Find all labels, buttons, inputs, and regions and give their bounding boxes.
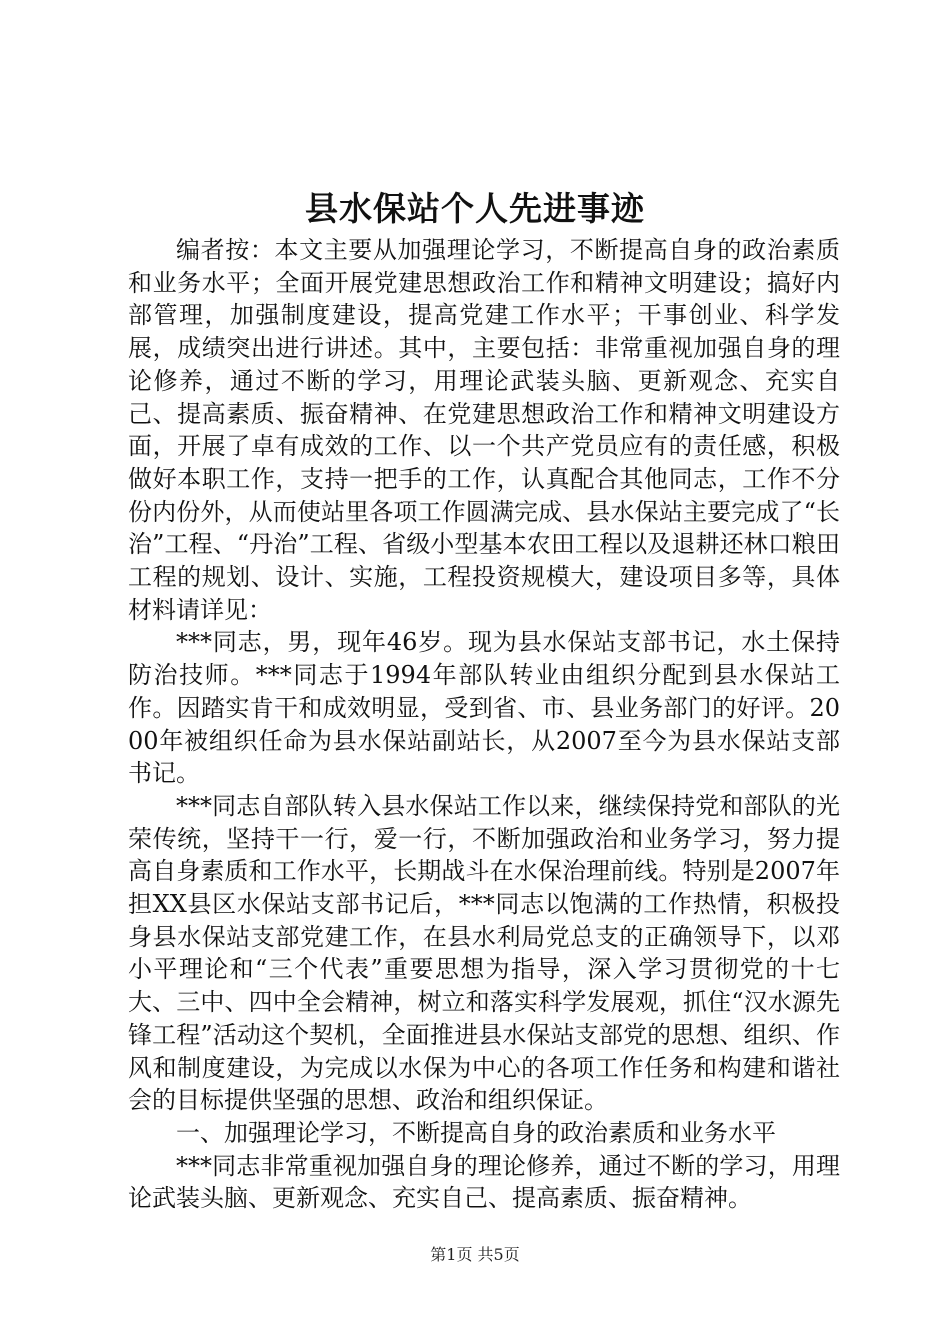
profile-paragraph: ***同志，男，现年46岁。现为县水保站支部书记，水土保持防治技师。***同志于1994年部队转业由组织分配到县水保站工作。因踏实肯干和成效明显，受到省、市、县业务部门的好评。2000年被组织任命为县水保站副站长，从2007至今为县水保站支部书记。	[128, 628, 840, 788]
section-heading: 一、加强理论学习，不断提高自身的政治素质和业务水平	[176, 1118, 776, 1147]
page-number-footer: 第1页 共5页	[430, 1245, 520, 1264]
section-paragraph: ***同志非常重视加强自身的理论修养，通过不断的学习，用理论武装头脑、更新观念、充实自己、提高素质、振奋精神。	[128, 1151, 840, 1213]
career-paragraph: ***同志自部队转入县水保站工作以来，继续保持党和部队的光荣传统，坚持干一行，爱一行，不断加强政治和业务学习，努力提高自身素质和工作水平，长期战斗在水保治理前线。特别是2007年担XX县区水保站支部书记后，***同志以饱满的工作热情，积极投身县水保站支部党建工作，在县水利局党总支的正确领导下，以邓小平理论和“三个代表”重要思想为指导，深入学习贯彻党的十七大、三中、四中全会精神，树立和落实科学发展观，抓住“汉水源先锋工程”活动这个契机，全面推进县水保站支部党的思想、组织、作风和制度建设，为完成以水保为中心的各项工作任务和构建和谐社会的目标提供坚强的思想、政治和组织保证。	[128, 791, 840, 1115]
document-body	[128, 234, 840, 1215]
document-title: 县水保站个人先进事迹	[305, 189, 645, 228]
editor-note-paragraph: 编者按：本文主要从加强理论学习，不断提高自身的政治素质和业务水平；全面开展党建思想政治工作和精神文明建设；搞好内部管理，加强制度建设，提高党建工作水平；干事创业、科学发展，成绩突出进行讲述。其中，主要包括：非常重视加强自身的理论修养，通过不断的学习，用理论武装头脑、更新观念、充实自己、提高素质、振奋精神、在党建思想政治工作和精神文明建设方面，开展了卓有成效的工作、以一个共产党员应有的责任感，积极做好本职工作，支持一把手的工作，认真配合其他同志，工作不分份内份外，从而使站里各项工作圆满完成、县水保站主要完成了“长治”工程、“丹治”工程、省级小型基本农田工程以及退耕还林口粮田工程的规划、设计、实施，工程投资规模大，建设项目多等，具体材料请详见：	[128, 236, 840, 624]
